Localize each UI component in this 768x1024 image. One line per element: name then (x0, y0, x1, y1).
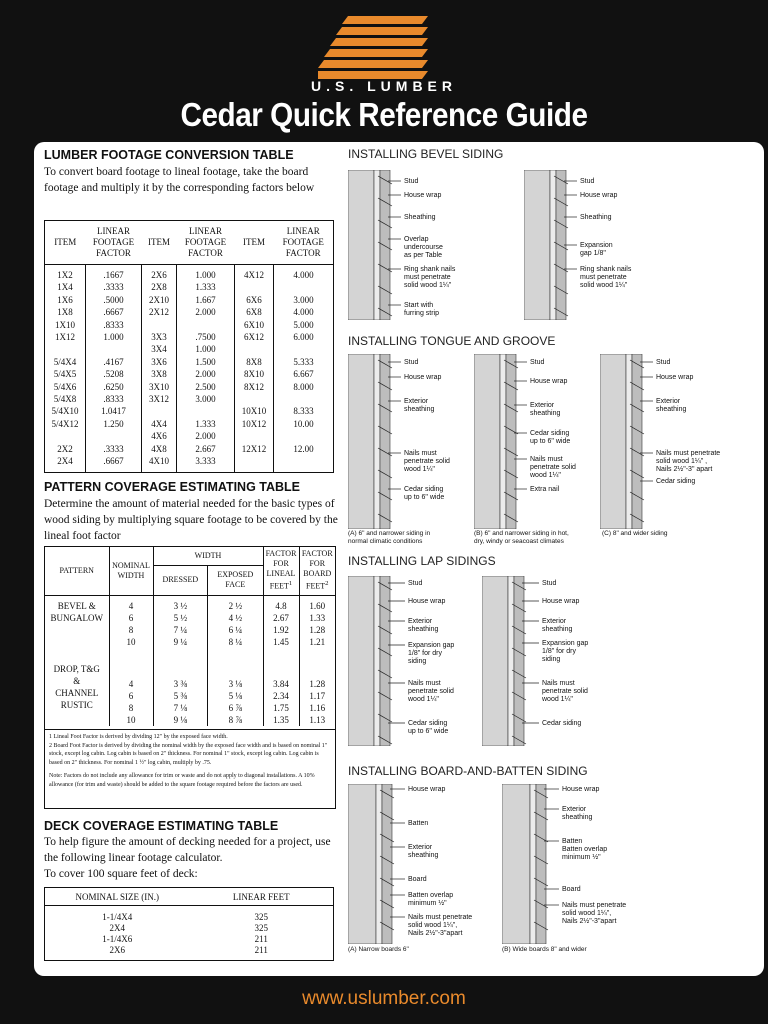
diagram-label: Ring shank nails must penetrate solid wood 1¼" (580, 266, 632, 289)
table-cell: 5/4X8 (53, 394, 77, 405)
table-cell: 8 (109, 624, 153, 636)
table-cell: 1X10 (55, 319, 75, 330)
deck-coverage-table (44, 887, 334, 961)
table-cell: 2.667 (177, 443, 235, 455)
table-cell: 1.28 (309, 678, 326, 689)
table-cell: 1.000 (86, 331, 142, 343)
table-cell: 4 (109, 648, 153, 690)
table-cell (274, 281, 334, 293)
table-cell: .7500 (177, 331, 235, 343)
table-row (45, 265, 334, 282)
table-row (45, 331, 334, 343)
table-cell: 1.000 (177, 343, 235, 355)
bevel-right-diagram (524, 170, 684, 320)
note-2: 2 Board Foot Factor is derived by dividing the nominal width by the exposed face width and is based on nominal 1" stock, except log cabin. Log cabin is based on 2" thickness. For nominal 1" stock, except log cabin. Log cabin is based on 2" thickness. For nominal 1 ½" log cabin, multiply by .75. (49, 742, 328, 766)
table-cell: 4 ½ (208, 612, 263, 624)
table-cell: 6X6 (235, 294, 274, 306)
table-cell (235, 455, 274, 472)
table-cell: 1.60 (309, 600, 326, 611)
table-cell: 2X4 (57, 456, 73, 467)
table-cell: 1.333 (177, 281, 235, 293)
table-cell: 3 ⅛ (208, 648, 263, 690)
table-cell: 6X8 (235, 306, 274, 318)
table-cell: 5/4X5 (53, 369, 77, 380)
diagram-label: House wrap (404, 374, 442, 381)
table-cell: .4167 (86, 356, 142, 368)
note-1: 1 Lineal Foot Factor is derived by dividing 12" by the exposed face width. (49, 734, 228, 740)
table-cell: 2.000 (177, 368, 235, 380)
table-cell: 1.667 (177, 294, 235, 306)
table-cell: 5.333 (274, 356, 334, 368)
page-title: Cedar Quick Reference Guide (180, 96, 588, 133)
table-cell: 2X10 (142, 294, 177, 306)
table-cell: 12.00 (274, 443, 334, 455)
table-cell: 8 ⅞ (208, 714, 263, 726)
col-lineal: FACTOR FOR LINEAL FEET$^1$ (263, 547, 299, 595)
col-item: ITEM (142, 221, 177, 265)
table-cell: 6X12 (235, 331, 274, 343)
lap-right-diagram (482, 576, 642, 746)
diagram-caption: (B) 6" and narrower siding in hot, dry, windy or seacoast climates (474, 530, 569, 545)
diagram-label: Exterior sheathing (656, 398, 687, 413)
table-cell (274, 430, 334, 442)
table-cell: 6.667 (274, 368, 334, 380)
tongue-c-diagram (600, 354, 750, 529)
table-cell: 2X6 (109, 945, 125, 955)
diagram-label: Nails must penetrate solid wood 1¼" (404, 450, 450, 473)
diagram-label: Cedar siding (656, 478, 696, 485)
diagram-caption: (B) Wide boards 8" and wider (502, 946, 587, 953)
table-cell: 1.21 (309, 636, 326, 647)
table-cell: 4X4 (142, 418, 177, 430)
table-cell: 8 (109, 702, 153, 714)
table-cell: 4.000 (274, 265, 334, 282)
table-row (45, 595, 335, 612)
diagram-label: Board (562, 886, 581, 893)
table-cell: 5 ⅜ (153, 690, 208, 702)
table-cell: 1.33 (309, 612, 326, 623)
diagram-caption: (A) Narrow boards 6" (348, 946, 409, 953)
table-cell: 10 (109, 714, 153, 726)
table-cell: 4X8 (142, 443, 177, 455)
table-cell: .5000 (86, 294, 142, 306)
table-row (45, 381, 334, 393)
note-3: Note: Factors do not include any allowance for trim or waste and do not apply to diagonal installations. A 10% allowance (for trim and waste) should be added to the square footage required before the factors are used. (49, 773, 315, 788)
table-cell: 3.333 (177, 455, 235, 472)
diagram-label: Cedar siding up to 6" wide (404, 486, 445, 501)
table-cell: 8.333 (274, 405, 334, 417)
table-cell: 2.500 (177, 381, 235, 393)
table-cell (235, 430, 274, 442)
table-cell: 1X2 (57, 270, 73, 280)
table-cell: 2.34 (263, 690, 299, 702)
table-cell (86, 430, 142, 442)
diagram-label: Expansion gap 1/8" (580, 242, 613, 257)
diagram-label: Batten (408, 820, 429, 827)
diagram-label: House wrap (404, 192, 442, 199)
table-cell: 1-1/4X4 (102, 912, 133, 922)
table-cell: 2X2 (57, 443, 73, 454)
diagram-label: Sheathing (580, 214, 612, 221)
diagram-label: Nails must penetrate solid wood 1¼", Nails 2½"-3"apart (562, 902, 627, 925)
diagram-label: Sheathing (404, 214, 436, 221)
table-cell: .6667 (86, 455, 142, 472)
col-item: ITEM (45, 221, 86, 265)
table-cell: 3.84 (263, 648, 299, 690)
table-cell: 4.000 (274, 306, 334, 318)
table-cell: 1.000 (177, 265, 235, 282)
table-cell: 1-1/4X6 (102, 934, 133, 944)
table-cell: 211 (254, 934, 268, 944)
diagram-label: Board (408, 876, 427, 883)
diagram-label: Start with furring strip (404, 302, 440, 317)
table-cell: 2.67 (263, 612, 299, 624)
table-cell (177, 319, 235, 331)
table-cell: 3X8 (142, 368, 177, 380)
table-row (45, 418, 334, 430)
table-cell: 8.000 (274, 381, 334, 393)
col-board: FACTOR FOR BOARD FEET$^2$ (299, 547, 335, 595)
col-factor: LINEAR FOOTAGE FACTOR (86, 221, 142, 265)
col-nominal: NOMINAL WIDTH (109, 547, 153, 595)
table-cell: 2X6 (142, 265, 177, 282)
header (0, 0, 768, 140)
col-factor: LINEAR FOOTAGE FACTOR (274, 221, 334, 265)
table-row (45, 343, 334, 355)
table-cell: .3333 (86, 443, 142, 455)
table-cell: 4X12 (235, 265, 274, 282)
table-cell (86, 343, 142, 355)
diagram-label: House wrap (408, 598, 446, 605)
diagram-label: Stud (542, 580, 557, 587)
diagram-label: Exterior sheathing (408, 618, 439, 633)
diagram-label: Exterior sheathing (530, 402, 561, 417)
deck-table-heading: DECK COVERAGE ESTIMATING TABLE (44, 819, 279, 833)
table-row (45, 945, 334, 961)
diagram-label: Cedar siding up to 6" wide (530, 430, 571, 445)
table-cell: 1.333 (177, 418, 235, 430)
table-cell: 1X6 (57, 294, 73, 305)
table-cell (235, 281, 274, 293)
table-cell: 211 (254, 945, 268, 955)
deck-table-description: To help figure the amount of decking needed for a project, use the following linear footage calculator. To cover 100 square feet of deck: (44, 836, 331, 880)
diagram-label: Stud (530, 359, 545, 366)
diagram-label: Batten overlap minimum ½" (408, 892, 454, 907)
table-cell: 10X12 (235, 418, 274, 430)
pattern-table-description: Determine the amount of material needed for the basic types of wood siding by multiplying square footage to be covered by the lineal foot factor (44, 498, 338, 542)
table-cell: 1.0417 (86, 405, 142, 417)
table-row (45, 368, 334, 380)
table-cell: 1.250 (86, 418, 142, 430)
diagram-label: Nails must penetrate solid wood 1¼", Nails 2½"-3"apart (408, 914, 473, 937)
pattern-notes (49, 733, 331, 789)
diagram-label: Stud (404, 359, 419, 366)
table-cell: 1X8 (57, 307, 73, 318)
table-row (45, 934, 334, 945)
col-feet: LINEAR FEET (190, 888, 334, 906)
table-cell: 2.000 (177, 430, 235, 442)
table-cell: 2 ½ (208, 595, 263, 612)
bevel-title: INSTALLING BEVEL SIDING (348, 147, 504, 161)
bevel-left-diagram (348, 170, 508, 320)
table-cell: 6 ⅞ (208, 702, 263, 714)
diagram-label: House wrap (562, 786, 600, 793)
table-row (45, 455, 334, 472)
us-lumber-logo-icon (318, 14, 450, 84)
table-cell: 6 ¼ (208, 624, 263, 636)
lumber-table-description: To convert board footage to lineal footage, take the board footage and multiply it by the corresponding factors below (44, 166, 315, 194)
diagram-label: House wrap (542, 598, 580, 605)
table-cell (142, 319, 177, 331)
table-cell: 1X12 (55, 332, 75, 343)
diagram-label: Stud (656, 359, 671, 366)
table-cell: 4X10 (142, 455, 177, 472)
pattern-table-box (44, 546, 336, 809)
table-cell: .5208 (86, 368, 142, 380)
table-cell: 5/4X4 (53, 356, 77, 367)
table-cell: 10X10 (235, 405, 274, 417)
pattern-table-heading: PATTERN COVERAGE ESTIMATING TABLE (44, 480, 301, 494)
table-cell: .6250 (86, 381, 142, 393)
table-cell: 3 ½ (153, 595, 208, 612)
col-width: WIDTH (153, 547, 263, 565)
table-cell (274, 455, 334, 472)
table-cell: .8333 (86, 319, 142, 331)
diagram-label: House wrap (408, 786, 446, 793)
table-row (45, 356, 334, 368)
table-cell: 3X6 (142, 356, 177, 368)
table-row (45, 319, 334, 331)
table-cell: 5 ⅛ (208, 690, 263, 702)
diagram-label: Ring shank nails must penetrate solid wood 1¼" (404, 266, 456, 289)
table-cell: 1X4 (57, 282, 73, 293)
table-cell: 9 ¼ (153, 636, 208, 648)
table-cell (274, 393, 334, 405)
diagram-label: Expansion gap 1/8" for dry siding (408, 642, 455, 665)
diagram-label: Exterior sheathing (542, 618, 573, 633)
table-row (45, 393, 334, 405)
table-cell: 4.8 (263, 595, 299, 612)
table-cell: 3.000 (274, 294, 334, 306)
col-dressed: DRESSED (153, 565, 208, 595)
table-cell (235, 343, 274, 355)
website-url[interactable]: www.uslumber.com (302, 988, 466, 1009)
table-cell: 8X10 (235, 368, 274, 380)
table-row (45, 923, 334, 934)
table-cell (177, 405, 235, 417)
pattern-coverage-table (45, 547, 335, 726)
table-row (45, 430, 334, 442)
table-cell: 5/4X6 (53, 381, 77, 392)
diagram-label: Overlap undercourse as per Table (404, 236, 443, 259)
table-cell: .3333 (86, 281, 142, 293)
table-cell (235, 393, 274, 405)
table-cell: 3X12 (142, 393, 177, 405)
table-cell: 3X4 (142, 343, 177, 355)
table-cell: 3X10 (142, 381, 177, 393)
table-cell (45, 430, 86, 442)
diagram-label: Batten Batten overlap minimum ½" (562, 838, 608, 861)
diagram-label: Stud (580, 178, 595, 185)
diagram-caption: (C) 8" and wider siding (602, 530, 668, 537)
table-cell: 4X6 (142, 430, 177, 442)
diagram-label: House wrap (656, 374, 694, 381)
table-row (45, 443, 334, 455)
diagram-label: Exterior sheathing (562, 806, 593, 821)
table-cell: 6X10 (235, 319, 274, 331)
diagram-label: Nails must penetrate solid wood 1¼" (408, 680, 454, 703)
col-factor: LINEAR FOOTAGE FACTOR (177, 221, 235, 265)
table-cell: 1.35 (263, 714, 299, 726)
table-cell: 3.000 (177, 393, 235, 405)
table-cell: 1.13 (309, 714, 326, 725)
table-cell: 2.000 (177, 306, 235, 318)
diagram-label: Cedar siding (542, 720, 582, 727)
table-row (45, 294, 334, 306)
table-cell: 5/4X10 (51, 406, 79, 417)
batten-a-diagram (348, 784, 498, 944)
table-cell: 2X4 (109, 923, 125, 933)
table-cell: 10 (109, 636, 153, 648)
table-cell (45, 343, 86, 355)
table-cell: 6 (109, 690, 153, 702)
table-cell (274, 343, 334, 355)
diagram-label: Exterior sheathing (408, 844, 439, 859)
diagram-label: Exterior sheathing (404, 398, 435, 413)
pattern-name: BEVEL & BUNGALOW (45, 595, 109, 648)
table-cell: 1.92 (263, 624, 299, 636)
diagram-label: Expansion gap 1/8" for dry siding (542, 640, 589, 663)
table-cell: 5/4X12 (51, 418, 79, 429)
table-cell: 8 ¼ (208, 636, 263, 648)
diagram-label: Nails must penetrate solid wood 1¼" , Nails 2½"-3" apart (656, 450, 721, 473)
content-panel (34, 142, 764, 976)
lap-title: INSTALLING LAP SIDINGS (348, 554, 496, 568)
col-size: NOMINAL SIZE (IN.) (45, 888, 190, 906)
table-cell: 4 (109, 595, 153, 612)
table-cell: 3X3 (142, 331, 177, 343)
batten-b-diagram (502, 784, 652, 944)
table-cell: 1.28 (309, 624, 326, 635)
table-cell: 1.45 (263, 636, 299, 648)
table-cell: 1.17 (309, 690, 326, 701)
table-row (45, 306, 334, 318)
diagram-label: Nails must penetrate solid wood 1¼" (542, 680, 588, 703)
table-cell: 5.000 (274, 319, 334, 331)
table-cell: 8X12 (235, 381, 274, 393)
table-cell: 1.500 (177, 356, 235, 368)
diagram-label: Nails must penetrate solid wood 1¼" (530, 456, 576, 479)
tongue-a-diagram (348, 354, 468, 529)
table-cell (142, 405, 177, 417)
table-row (45, 281, 334, 293)
col-exposed: EXPOSED FACE (208, 565, 263, 595)
table-cell: 10.00 (274, 418, 334, 430)
table-cell: 1.16 (309, 702, 326, 713)
table-cell: 325 (254, 912, 268, 922)
table-cell: 9 ⅛ (153, 714, 208, 726)
diagram-caption: (A) 6" and narrower siding in normal climatic conditions (348, 530, 431, 545)
table-cell: 6.000 (274, 331, 334, 343)
diagram-label: Stud (408, 580, 423, 587)
table-row (45, 906, 334, 924)
brand-name: U.S. LUMBER (311, 78, 457, 94)
table-cell: .1667 (86, 265, 142, 282)
batten-title: INSTALLING BOARD-AND-BATTEN SIDING (348, 764, 588, 778)
pattern-name: DROP, T&G & CHANNEL RUSTIC (45, 648, 109, 726)
table-cell: 325 (254, 923, 268, 933)
table-cell: 7 ⅛ (153, 702, 208, 714)
diagram-label: Cedar siding up to 6" wide (408, 720, 449, 735)
table-cell: 1.75 (263, 702, 299, 714)
table-cell: 5 ½ (153, 612, 208, 624)
tongue-title: INSTALLING TONGUE AND GROOVE (348, 334, 556, 348)
table-cell: 7 ¼ (153, 624, 208, 636)
table-row (45, 405, 334, 417)
table-cell: 12X12 (235, 443, 274, 455)
tongue-b-diagram (474, 354, 594, 529)
table-cell: 8X8 (235, 356, 274, 368)
table-cell: 2X8 (142, 281, 177, 293)
table-cell: 2X12 (142, 306, 177, 318)
table-cell: .6667 (86, 306, 142, 318)
lumber-footage-table (44, 220, 334, 473)
diagram-label: House wrap (530, 378, 568, 385)
col-item: ITEM (235, 221, 274, 265)
diagram-label: Stud (404, 178, 419, 185)
table-cell: 3 ⅜ (153, 648, 208, 690)
table-row (45, 648, 335, 690)
lumber-table-heading: LUMBER FOOTAGE CONVERSION TABLE (44, 148, 294, 162)
table-cell: 6 (109, 612, 153, 624)
diagram-label: Extra nail (530, 486, 560, 493)
diagram-label: House wrap (580, 192, 618, 199)
col-pattern: PATTERN (45, 547, 109, 595)
table-cell: .8333 (86, 393, 142, 405)
